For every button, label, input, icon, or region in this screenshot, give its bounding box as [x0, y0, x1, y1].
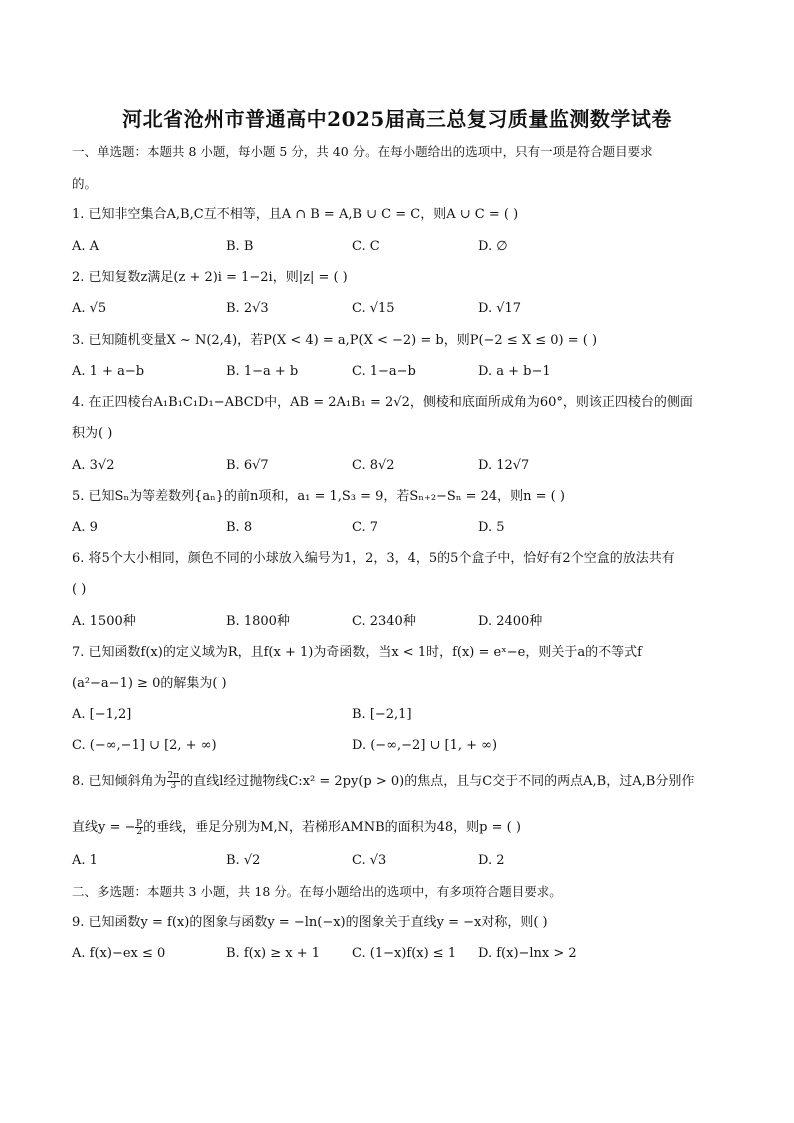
question-2-option-b: B. 2√3	[226, 301, 269, 316]
question-1-option-d: D. ∅	[478, 239, 508, 254]
question-4-option-a: A. 3√2	[72, 458, 115, 473]
question-3-option-d: D. a + b−1	[478, 364, 551, 379]
section2-instruction: 二、多选题：本题共 3 小题，共 18 分。在每小题给出的选项中，有多项符合题目要求。	[72, 884, 562, 899]
question-8-stem-part4: 的垂线，垂足分别为M,N，若梯形AMNB的面积为48，则p = ( )	[143, 820, 521, 835]
question-7-option-d: D. (−∞,−2] ∪ [1, + ∞)	[352, 738, 498, 753]
question-9-option-c: C. (1−x)f(x) ≤ 1	[352, 946, 457, 961]
question-5-option-d: D. 5	[478, 520, 505, 535]
question-5-stem: 5. 已知Sₙ为等差数列{aₙ}的前n项和，a₁ = 1,S₃ = 9，若Sₙ₊₂−Sₙ = 24，则n = ( )	[72, 489, 565, 504]
question-9-option-d: D. f(x)−lnx > 2	[478, 946, 577, 961]
question-2-option-d: D. √17	[478, 301, 522, 316]
question-8-stem	[72, 772, 722, 792]
question-4-stem: 4. 在正四棱台A₁B₁C₁D₁−ABCD中，AB = 2A₁B₁ = 2√2，侧棱和底面所成角为60°，则该正四棱台的侧面	[72, 395, 693, 410]
question-7-option-b: B. [−2,1]	[352, 707, 412, 722]
question-7-option-a: A. [−1,2]	[72, 707, 132, 722]
question-8-option-c: C. √3	[352, 853, 387, 868]
question-6-stem-cont: ( )	[72, 582, 87, 597]
question-4-option-d: D. 12√7	[478, 458, 530, 473]
question-8-stem-part3: 直线y = −	[72, 820, 136, 835]
question-2-stem: 2. 已知复数z满足(z + 2)i = 1−2i，则|z| = ( )	[72, 270, 348, 285]
question-8-stem-cont	[72, 818, 722, 838]
question-6-option-c: C. 2340种	[352, 614, 416, 629]
question-1-option-c: C. C	[352, 239, 380, 254]
question-3-option-a: A. 1 + a−b	[72, 364, 145, 379]
question-1-option-b: B. B	[226, 239, 254, 254]
question-6-option-a: A. 1500种	[72, 614, 136, 629]
question-4-option-b: B. 6√7	[226, 458, 269, 473]
question-8-stem-part1: 8. 已知倾斜角为	[72, 774, 167, 789]
question-1-option-a: A. A	[72, 239, 100, 254]
question-4-stem-cont: 积为( )	[72, 426, 113, 441]
fraction-2pi-over-3: $\frac{2\pi}{3}$	[167, 771, 180, 791]
question-4-option-c: C. 8√2	[352, 458, 395, 473]
question-5-option-a: A. 9	[72, 520, 98, 535]
question-9-stem: 9. 已知函数y = f(x)的图象与函数y = −ln(−x)的图象关于直线y = −x对称，则( )	[72, 915, 548, 930]
fraction-p-over-2: $\frac{p}{2}$	[136, 817, 143, 837]
question-2-option-c: C. √15	[352, 301, 395, 316]
question-3-option-c: C. 1−a−b	[352, 364, 416, 379]
question-8-option-b: B. √2	[226, 853, 261, 868]
question-2-option-a: A. √5	[72, 301, 107, 316]
page-title: 河北省沧州市普通高中2025届高三总复习质量监测数学试卷	[122, 107, 672, 131]
question-3-stem: 3. 已知随机变量X ~ N(2,4)，若P(X < 4) = a,P(X < −2) = b，则P(−2 ≤ X ≤ 0) = ( )	[72, 333, 598, 348]
question-9-option-a: A. f(x)−ex ≤ 0	[72, 946, 166, 961]
question-6-option-b: B. 1800种	[226, 614, 290, 629]
section1-instruction: 一、单选题：本题共 8 小题，每小题 5 分，共 40 分。在每小题给出的选项中，只有一项是符合题目要求	[72, 144, 653, 159]
question-8-option-a: A. 1	[72, 853, 98, 868]
question-5-option-b: B. 8	[226, 520, 253, 535]
question-6-option-d: D. 2400种	[478, 614, 543, 629]
question-7-stem: 7. 已知函数f(x)的定义域为R，且f(x + 1)为奇函数，当x < 1时，f(x) = eˣ−e，则关于a的不等式f	[72, 645, 642, 660]
question-1-stem: 1. 已知非空集合A,B,C互不相等，且A ∩ B = A,B ∪ C = C，则A ∪ C = ( )	[72, 207, 519, 222]
section1-instruction-cont: 的。	[72, 176, 98, 191]
question-7-stem-cont: (a²−a−1) ≥ 0的解集为( )	[72, 676, 227, 691]
question-8-stem-part2: 的直线l经过抛物线C:x² = 2py(p > 0)的焦点，且与C交于不同的两点A,B，过A,B分别作	[180, 774, 695, 789]
question-7-option-c: C. (−∞,−1] ∪ [2, + ∞)	[72, 738, 217, 753]
question-6-stem: 6. 将5个大小相同，颜色不同的小球放入编号为1，2，3，4，5的5个盒子中，恰好有2个空盒的放法共有	[72, 551, 675, 566]
question-5-option-c: C. 7	[352, 520, 379, 535]
question-3-option-b: B. 1−a + b	[226, 364, 299, 379]
question-9-option-b: B. f(x) ≥ x + 1	[226, 946, 321, 961]
question-8-option-d: D. 2	[478, 853, 505, 868]
